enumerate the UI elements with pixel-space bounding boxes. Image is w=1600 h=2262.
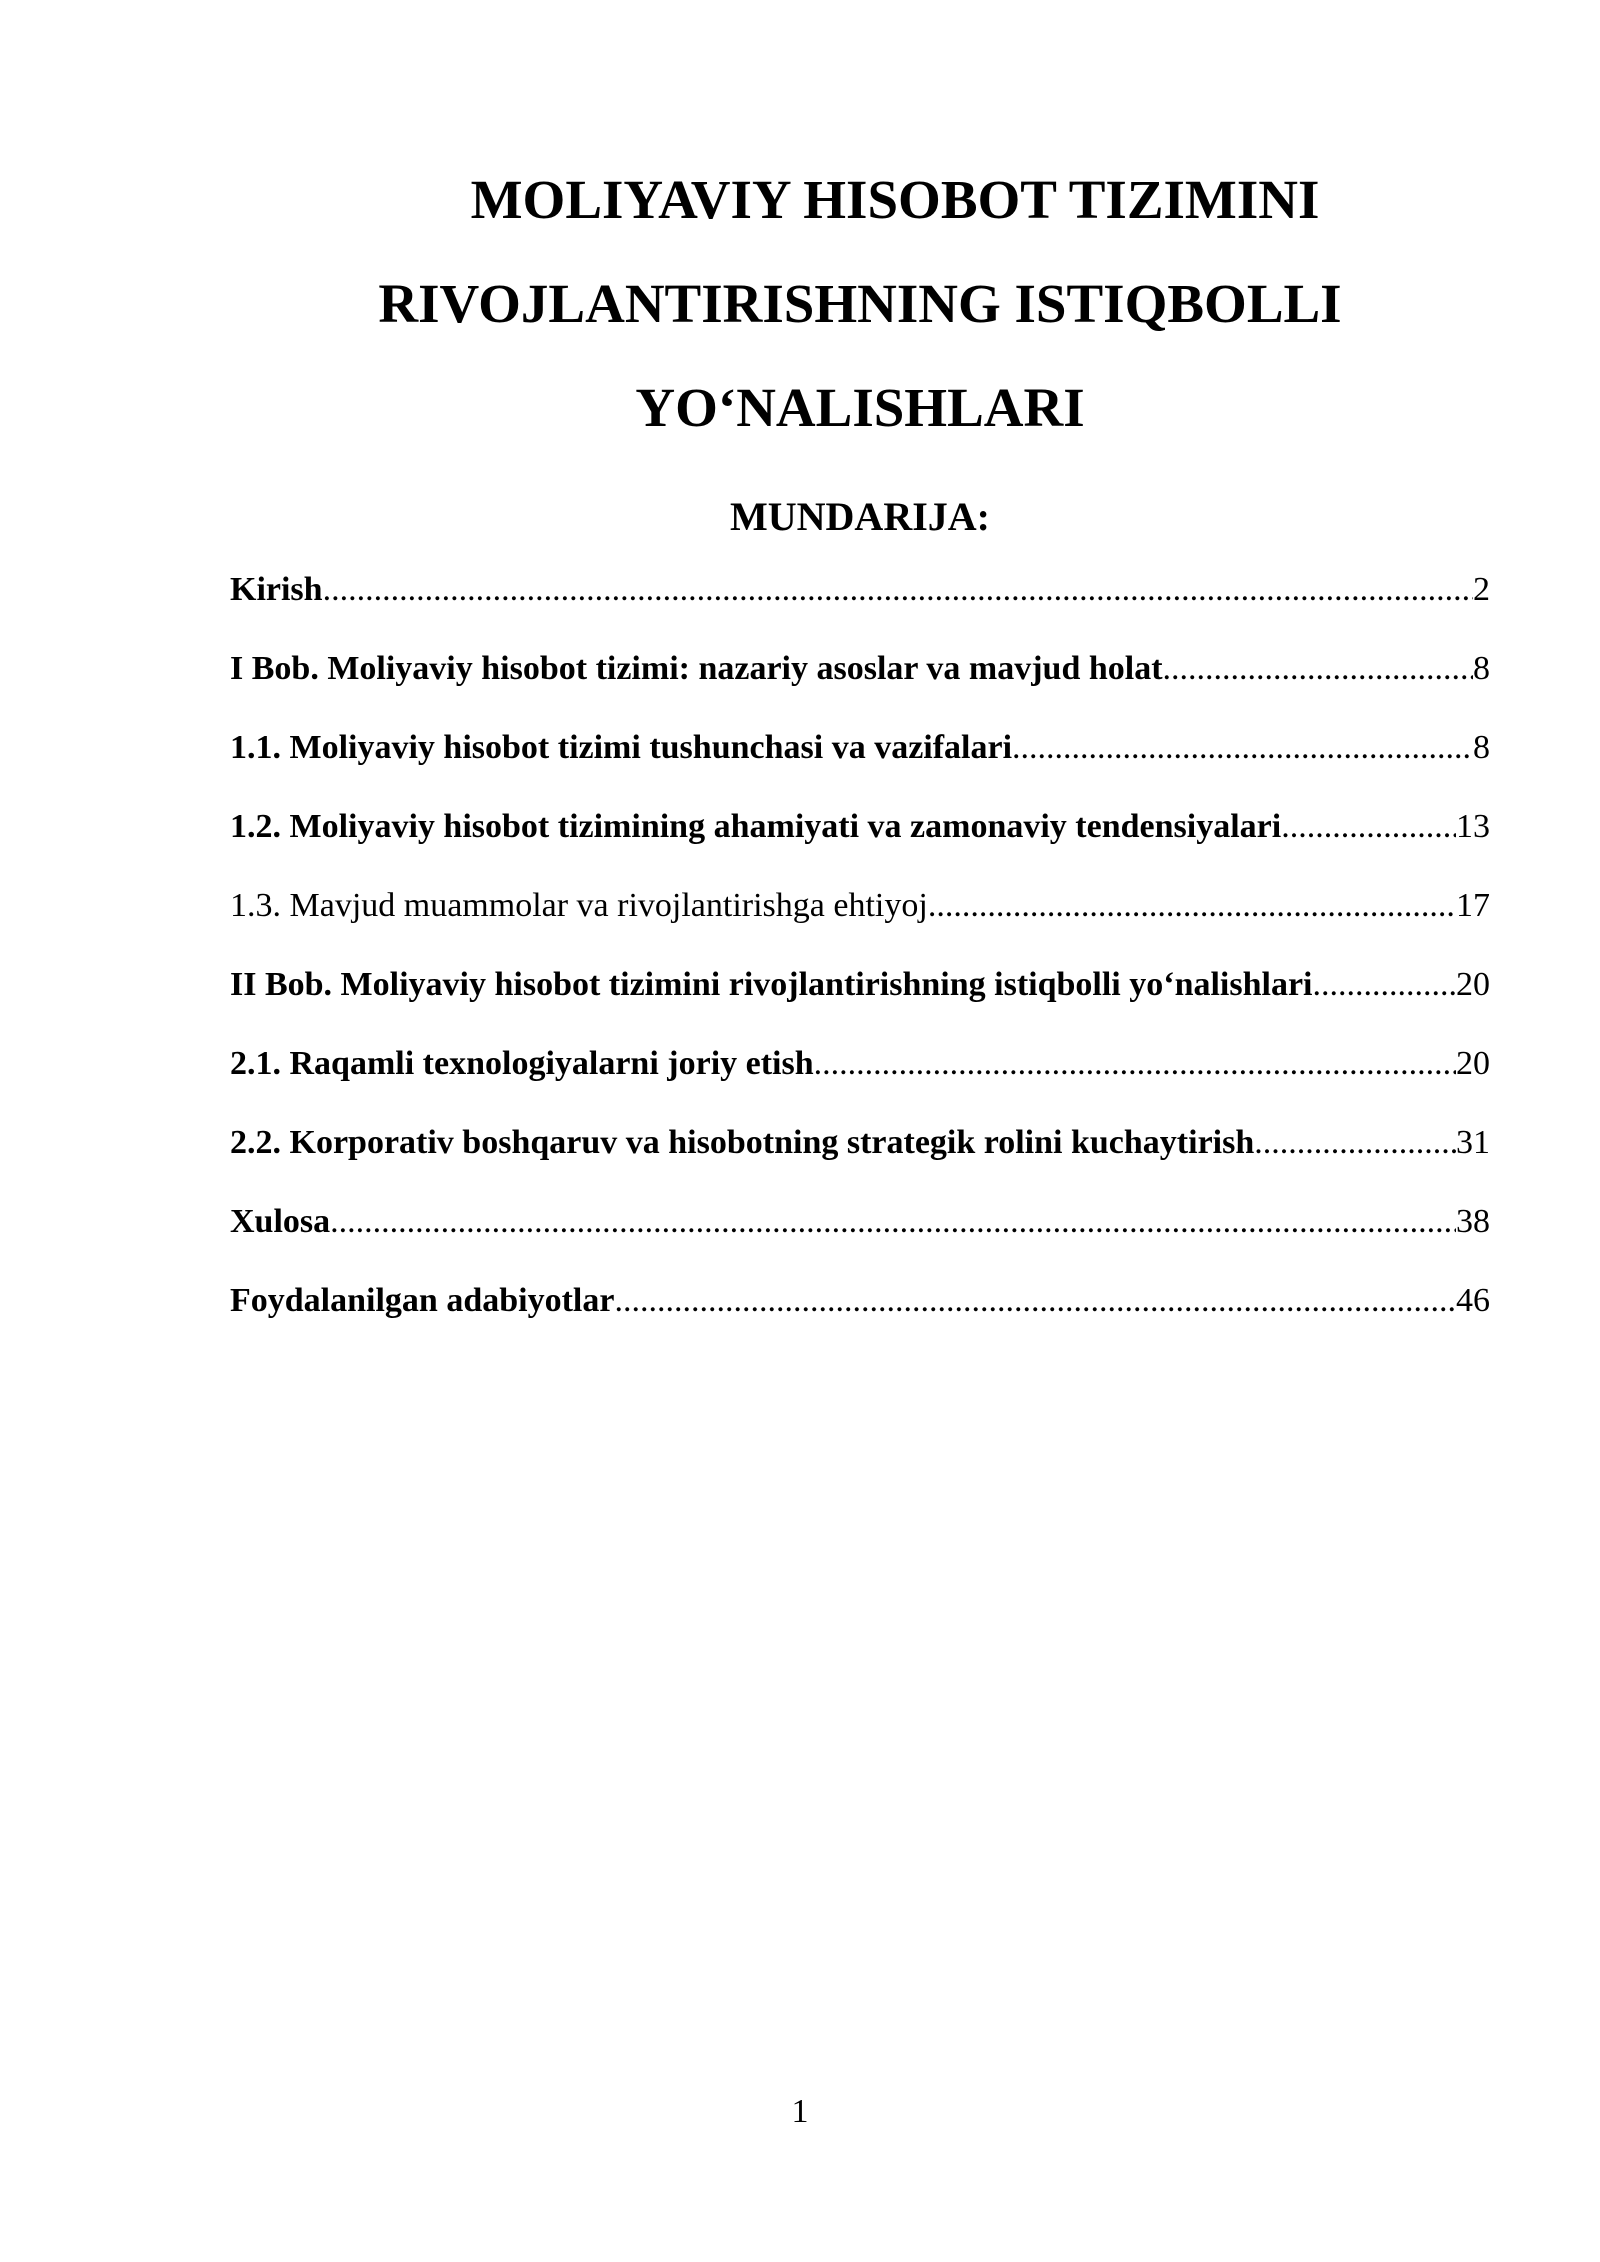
toc-entry-label: 1.1. Moliyaviy hisobot tizimi tushunchasi va vazifalari — [230, 729, 1013, 766]
toc-entry-chapter-2[interactable] — [230, 957, 1490, 1036]
toc-entry-page: 8 — [1473, 650, 1490, 687]
toc-entry-page: 20 — [1456, 1045, 1490, 1082]
toc-entry-section-1-1[interactable] — [230, 720, 1490, 799]
table-of-contents — [230, 562, 1490, 1352]
toc-leader-dots — [1254, 1115, 1456, 1171]
toc-entry-label: Kirish — [230, 571, 323, 608]
toc-entry-page: 20 — [1456, 966, 1490, 1003]
toc-entry-label: 2.2. Korporativ boshqaruv va hisobotning strategik rolini kuchaytirish — [230, 1124, 1255, 1161]
toc-entry-label: 1.2. Moliyaviy hisobot tizimining ahamiyati va zamonaviy tendensiyalari — [230, 808, 1282, 845]
toc-leader-dots — [1012, 720, 1473, 776]
toc-entry-page: 46 — [1456, 1282, 1490, 1319]
toc-entry-section-2-2[interactable] — [230, 1115, 1490, 1194]
toc-leader-dots — [1313, 957, 1456, 1013]
toc-entry-label: Foydalanilgan adabiyotlar — [230, 1282, 615, 1319]
toc-entry-section-1-3[interactable] — [230, 878, 1490, 957]
toc-leader-dots — [814, 1036, 1456, 1092]
toc-entry-page: 31 — [1456, 1124, 1490, 1161]
toc-leader-dots — [614, 1273, 1456, 1329]
toc-leader-dots — [323, 562, 1473, 618]
document-title — [230, 148, 1490, 460]
toc-entry-label: 1.3. Mavjud muammolar va rivojlantirishga ehtiyoj — [230, 887, 928, 924]
toc-entry-section-2-1[interactable] — [230, 1036, 1490, 1115]
toc-heading: MUNDARIJA: — [730, 494, 990, 539]
title-line-3: YO‘NALISHLARI — [635, 377, 1085, 438]
page-number: 1 — [791, 2093, 809, 2130]
toc-entry-chapter-1[interactable] — [230, 641, 1490, 720]
toc-entry-page: 13 — [1456, 808, 1490, 845]
toc-entry-bibliography[interactable] — [230, 1273, 1490, 1352]
title-line-2: RIVOJLANTIRISHNING ISTIQBOLLI — [378, 273, 1342, 334]
toc-entry-page: 17 — [1456, 887, 1490, 924]
toc-entry-label: 2.1. Raqamli texnologiyalarni joriy etish — [230, 1045, 814, 1082]
toc-entry-page: 38 — [1456, 1203, 1490, 1240]
toc-leader-dots — [330, 1194, 1456, 1250]
toc-entry-page: 8 — [1473, 729, 1490, 766]
toc-entry-page: 2 — [1473, 571, 1490, 608]
toc-leader-dots — [1281, 799, 1456, 855]
toc-leader-dots — [928, 878, 1456, 934]
toc-entry-kirish[interactable] — [230, 562, 1490, 641]
toc-entry-label: Xulosa — [230, 1203, 331, 1240]
toc-entry-section-1-2[interactable] — [230, 799, 1490, 878]
toc-entry-xulosa[interactable] — [230, 1194, 1490, 1273]
toc-entry-label: I Bob. Moliyaviy hisobot tizimi: nazariy asoslar va mavjud holat — [230, 650, 1163, 687]
toc-leader-dots — [1163, 641, 1473, 697]
toc-entry-label: II Bob. Moliyaviy hisobot tizimini rivojlantirishning istiqbolli yo‘nalishlari — [230, 966, 1313, 1003]
title-line-1: MOLIYAVIY HISOBOT TIZIMINI — [470, 169, 1320, 230]
